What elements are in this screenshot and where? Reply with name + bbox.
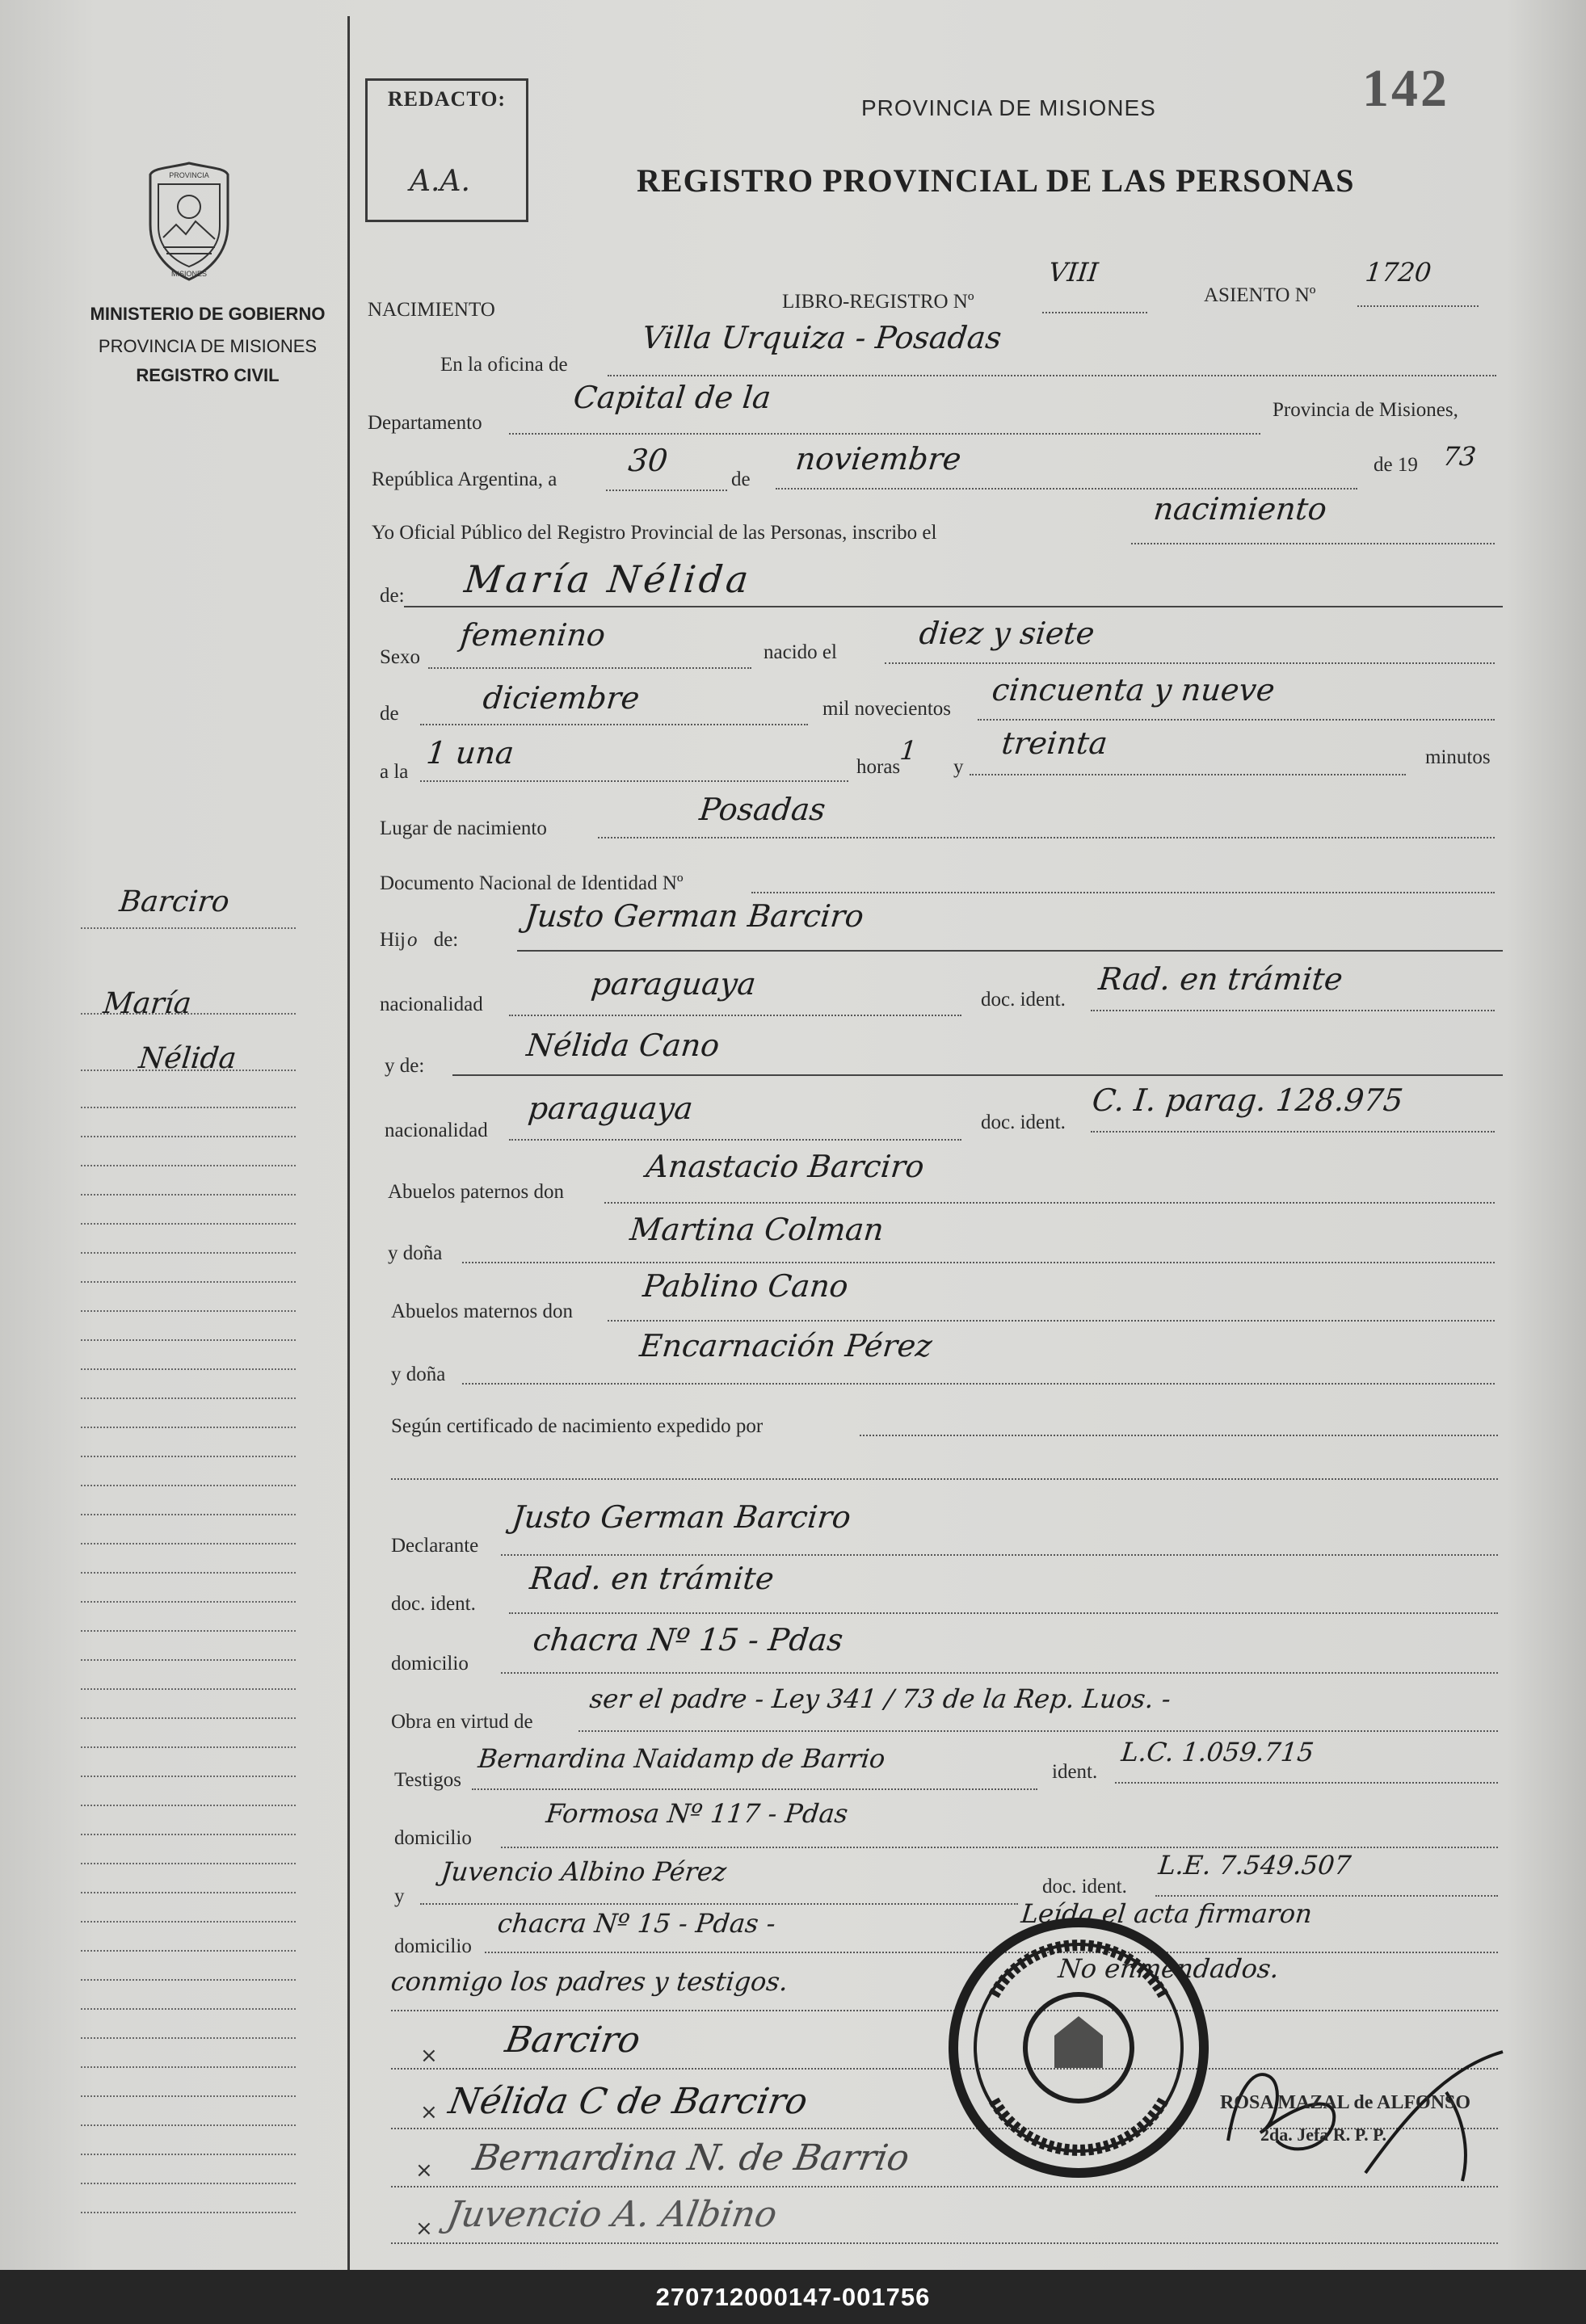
margin-rule-line	[81, 1863, 296, 1864]
conmigo-text: conmigo los padres y testigos.	[389, 1966, 790, 1997]
coat-of-arms-seal-icon	[144, 160, 234, 283]
mil-label: mil novecientos	[822, 698, 951, 720]
nacido-de-label: de	[380, 703, 399, 725]
margin-rule-line	[81, 1543, 296, 1544]
x-mark-4: ×	[415, 2217, 433, 2241]
margin-rule-line	[81, 2154, 296, 2155]
fecha-year-value: 73	[1441, 441, 1478, 472]
padre-nacionalidad: paraguaya	[589, 966, 758, 1002]
madre-doc-label: doc. ident.	[981, 1112, 1066, 1133]
redacto-value: A.A.	[410, 165, 470, 198]
abuela-paterna: Martina Colman	[628, 1212, 886, 1247]
margin-rule-line	[81, 1601, 296, 1603]
obra-value: ser el padre - Ley 341 / 73 de la Rep. Luos. -	[588, 1683, 1172, 1714]
hijo-suffix: o	[406, 929, 418, 951]
padre-doc-value: Rad. en trámite	[1096, 961, 1345, 997]
margin-rule-line	[81, 1165, 296, 1166]
margin-divider	[347, 16, 350, 2270]
nacido-label: nacido el	[764, 641, 837, 663]
margin-rule-line	[81, 1805, 296, 1806]
horas-label: horas	[856, 756, 901, 778]
ministry-line-1: MINISTERIO DE GOBIERNO	[90, 304, 326, 324]
margin-rule-line	[81, 1223, 296, 1225]
abuelos-pat-label: Abuelos paternos don	[388, 1181, 565, 1203]
margin-rule-line	[81, 1979, 296, 1981]
margin-rule-line	[81, 1427, 296, 1428]
declarante-doc-value: Rad. en trámite	[528, 1561, 776, 1596]
margin-rule-line	[81, 1252, 296, 1254]
signature-2: Nélida C de Barciro	[445, 2081, 811, 2122]
margin-rule-line	[81, 2066, 296, 2068]
asiento-label: ASIENTO Nº	[1204, 284, 1316, 306]
testigo2-name: Juvencio Albino Pérez	[440, 1856, 728, 1887]
margin-rule-line	[81, 1485, 296, 1486]
lugar-label: Lugar de nacimiento	[380, 817, 547, 839]
margin-rule-line	[81, 1659, 296, 1661]
margin-rule-line	[81, 1397, 296, 1399]
enmendados-text: No enmendados.	[1057, 1953, 1281, 1984]
testigo1-dom-label: domicilio	[394, 1827, 472, 1849]
margin-surname: Barciro	[117, 885, 231, 918]
inscribed-name: María Nélida	[462, 557, 754, 601]
declarante-doc-label: doc. ident.	[391, 1593, 476, 1615]
margin-rule-line	[81, 1834, 296, 1835]
seal-text-top: PROVINCIA	[169, 171, 209, 179]
margin-rule-line	[81, 1339, 296, 1341]
ministry-line-2: PROVINCIA DE MISIONES	[98, 336, 318, 356]
oficina-label: En la oficina de	[440, 354, 568, 376]
oficina-value: Villa Urquiza - Posadas	[640, 320, 1003, 355]
minutos-label: minutos	[1425, 746, 1491, 768]
testigos-label: Testigos	[394, 1769, 461, 1791]
padre-name: Justo German Barciro	[523, 898, 866, 934]
margin-rule-line	[81, 2212, 296, 2213]
act-type: NACIMIENTO	[368, 299, 495, 321]
madre-nacionalidad: paraguaya	[526, 1091, 695, 1126]
inscribo-value: nacimiento	[1151, 491, 1329, 527]
official-name: ROSA MAZAL de ALFONSO	[1220, 2092, 1471, 2113]
testigo1-doc: L.C. 1.059.715	[1120, 1737, 1315, 1767]
name-de-label: de:	[380, 585, 405, 607]
margin-rule-line	[81, 1281, 296, 1283]
margin-rule-line	[81, 2095, 296, 2097]
margin-rule-line	[81, 1776, 296, 1777]
margin-rule-line	[81, 1368, 296, 1370]
madre-nac-label: nacionalidad	[385, 1120, 488, 1141]
declarante-label: Declarante	[391, 1535, 479, 1557]
lugar-value: Posadas	[697, 792, 827, 827]
horas-value: 1	[898, 735, 919, 766]
ministry-line-3: REGISTRO CIVIL	[136, 365, 280, 385]
departamento-label: Departamento	[368, 412, 482, 434]
departamento-value: Capital de la	[571, 380, 773, 415]
x-mark-2: ×	[420, 2100, 438, 2124]
provincia-label: Provincia de Misiones,	[1273, 399, 1458, 421]
margin-rule-line	[81, 1572, 296, 1574]
abuelos-mat-label: Abuelos maternos don	[391, 1301, 573, 1322]
margin-rule-line	[81, 1688, 296, 1690]
margin-rule-line	[81, 2124, 296, 2126]
sexo-value: femenino	[458, 617, 608, 653]
margin-rule-line	[81, 1310, 296, 1312]
dni-label: Documento Nacional de Identidad Nº	[380, 872, 684, 894]
sexo-label: Sexo	[380, 646, 420, 668]
hijo-de-label: de:	[433, 929, 459, 951]
testigo2-y-label: y	[394, 1885, 405, 1907]
padre-nac-label: nacionalidad	[380, 994, 483, 1015]
nacido-year-value: cincuenta y nueve	[990, 672, 1277, 708]
page-number: 142	[1362, 59, 1449, 118]
libro-value: VIII	[1047, 257, 1100, 288]
margin-rule-line	[81, 1630, 296, 1632]
asiento-value: 1720	[1364, 257, 1433, 288]
oficial-label: Yo Oficial Público del Registro Provincial de las Personas, inscribo el	[372, 522, 937, 544]
province-heading: PROVINCIA DE MISIONES	[861, 95, 1156, 120]
official-title: 2da. Jefa R. P. P.	[1260, 2124, 1387, 2145]
republica-label: República Argentina, a	[372, 469, 557, 490]
margin-rule-line	[81, 1194, 296, 1196]
leida-text: Leída el acta firmaron	[1020, 1898, 1314, 1929]
seal-text-bottom: MISIONES	[170, 270, 208, 278]
margin-rule-line	[81, 1456, 296, 1457]
fecha-mes-value: noviembre	[793, 441, 963, 477]
signature-1: Barciro	[502, 2019, 644, 2061]
testigo2-dom: chacra Nº 15 - Pdas -	[496, 1908, 777, 1939]
margin-rule-line	[81, 1950, 296, 1952]
testigo2-dom-label: domicilio	[394, 1935, 472, 1957]
libro-label: LIBRO-REGISTRO Nº	[782, 291, 974, 313]
x-mark-3: ×	[415, 2158, 433, 2183]
margin-given-2: Nélida	[137, 1042, 238, 1075]
official-stamp-icon	[945, 1914, 1212, 2181]
margin-rule-line	[81, 1136, 296, 1137]
fecha-year-label: de 19	[1374, 454, 1418, 476]
declarante-value: Justo German Barciro	[510, 1499, 853, 1535]
margin-rule-line	[81, 1746, 296, 1748]
declarante-dom-value: chacra Nº 15 - Pdas	[531, 1622, 845, 1658]
madre-name: Nélida Cano	[524, 1028, 721, 1063]
nacido-mes-value: diciembre	[481, 680, 642, 716]
margin-rule-line	[81, 2008, 296, 2010]
testigo2-doc: L.E. 7.549.507	[1157, 1850, 1353, 1881]
fecha-dia-value: 30	[626, 443, 670, 478]
ala-label: a la	[380, 761, 409, 783]
margin-rule-line	[81, 1892, 296, 1893]
minutos-value: treinta	[999, 725, 1109, 761]
image-id: 270712000147-001756	[655, 2283, 931, 2311]
declarante-dom-label: domicilio	[391, 1653, 469, 1675]
fecha-de-label: de	[731, 469, 751, 490]
testigo1-dom: Formosa Nº 117 - Pdas	[545, 1798, 850, 1829]
redacto-label: REDACTO:	[387, 87, 507, 111]
obra-label: Obra en virtud de	[391, 1711, 533, 1733]
margin-rule-line	[81, 1717, 296, 1719]
page-title: REGISTRO PROVINCIAL DE LAS PERSONAS	[637, 162, 1355, 199]
margin-rule-line	[81, 1921, 296, 1923]
redacto-box	[365, 78, 528, 222]
x-mark-1: ×	[420, 2044, 438, 2068]
nacido-dia-value: diez y siete	[917, 616, 1096, 651]
abuela-mat-label: y doña	[391, 1364, 446, 1385]
testigo1-name: Bernardina Naidamp de Barrio	[477, 1743, 887, 1774]
madre-yde-label: y de:	[385, 1055, 425, 1077]
segun-label: Según certificado de nacimiento expedido por	[391, 1415, 764, 1437]
abuela-materna: Encarnación Pérez	[637, 1328, 934, 1364]
padre-doc-label: doc. ident.	[981, 989, 1066, 1011]
testigo1-ident-label: ident.	[1052, 1761, 1098, 1783]
madre-doc-value: C. I. parag. 128.975	[1090, 1082, 1405, 1118]
hijo-label: Hij	[380, 929, 406, 951]
abuelo-paterno: Anastacio Barciro	[644, 1149, 926, 1184]
margin-rule-line	[81, 2037, 296, 2039]
testigo2-doc-label: doc. ident.	[1042, 1876, 1127, 1897]
horas-y-label: y	[953, 756, 964, 778]
margin-rule-line	[81, 1514, 296, 1515]
margin-rule-line	[81, 1107, 296, 1108]
margin-given-1: María	[101, 987, 193, 1020]
signature-4: Juvencio A. Albino	[444, 2194, 780, 2235]
abuelo-materno: Pablino Cano	[641, 1268, 850, 1304]
signature-3: Bernardina N. de Barrio	[469, 2137, 913, 2179]
ala-value: 1 una	[424, 735, 516, 771]
margin-rule-line	[81, 2183, 296, 2184]
abuela-pat-label: y doña	[388, 1242, 443, 1264]
